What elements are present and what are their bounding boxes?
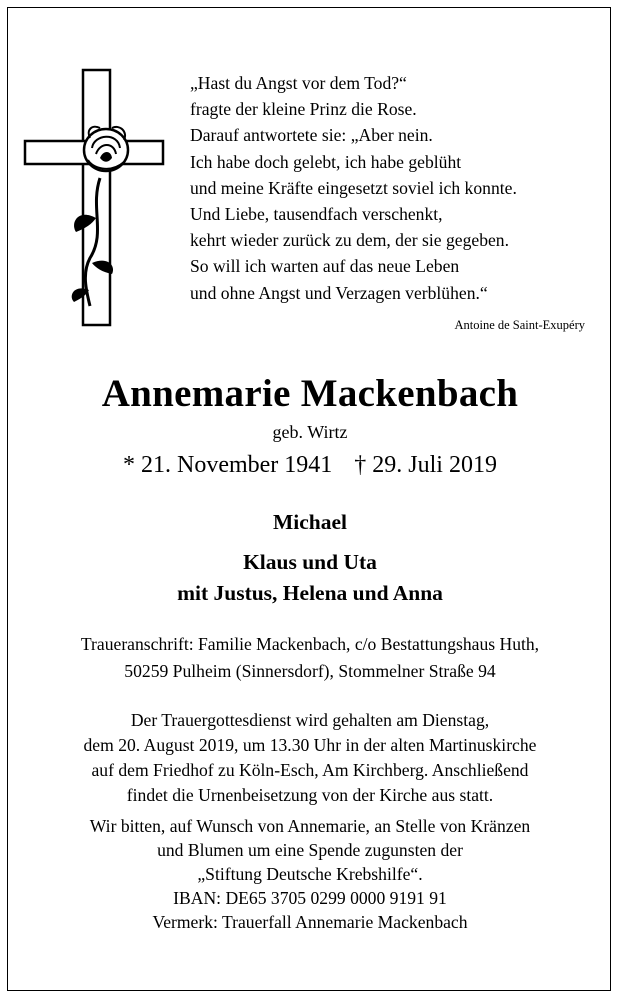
poem-quote [190,70,600,306]
mourner-line: Klaus und Uta [243,550,377,574]
deceased-name: Annemarie Mackenbach [101,372,519,415]
poem-line: und meine Kräfte eingesetzt soviel ich konnte. [190,177,517,198]
poem-line: „Hast du Angst vor dem Tod?“ [190,73,407,93]
mourner-line: mit Justus, Helena und Anna [177,581,443,605]
poem-author: Antoine de Saint-Exupéry [454,318,585,332]
donation-line: „Stiftung Deutsche Krebshilfe“. [197,864,423,884]
poem-line: Ich habe doch gelebt, ich habe geblüht [190,151,462,172]
mourning-address-line: Traueranschrift: Familie Mackenbach, c/o Bestattungshaus Huth, [80,634,540,654]
birth-date: * 21. November 1941 [123,452,333,478]
mourner-line: Michael [272,510,348,534]
service-line: findet die Urnenbeisetzung von der Kirche aus statt. [126,785,494,805]
poem-line: fragte der kleine Prinz die Rose. [190,99,417,120]
donation-iban: IBAN: DE65 3705 0299 0000 9191 91 [173,888,447,908]
mourning-address-line: 50259 Pulheim (Sinnersdorf), Stommelner Straße 94 [124,661,496,681]
donation-line: Wir bitten, auf Wunsch von Annemarie, an Stelle von Kränzen [89,816,531,836]
service-line: Der Trauergottesdienst wird gehalten am Dienstag, [130,710,490,730]
poem-line: So will ich warten auf das neue Leben [190,256,460,277]
poem-line: kehrt wieder zurück zu dem, der sie gegeben. [190,230,509,251]
death-date: † 29. Juli 2019 [354,452,497,478]
poem-line: und ohne Angst und Verzagen verblühen.“ [190,282,488,303]
poem-line: Und Liebe, tausendfach verschenkt, [190,204,443,225]
donation-reference: Vermerk: Trauerfall Annemarie Mackenbach [152,912,468,932]
cross-with-rose-icon [20,68,165,330]
birth-name: geb. Wirtz [272,422,348,442]
service-line: auf dem Friedhof zu Köln-Esch, Am Kirchberg. Anschließend [91,760,529,780]
service-line: dem 20. August 2019, um 13.30 Uhr in der alten Martinuskirche [83,735,537,755]
donation-line: und Blumen um eine Spende zugunsten der [157,840,463,860]
life-dates [0,449,620,481]
poem-line: Darauf antwortete sie: „Aber nein. [190,125,433,146]
